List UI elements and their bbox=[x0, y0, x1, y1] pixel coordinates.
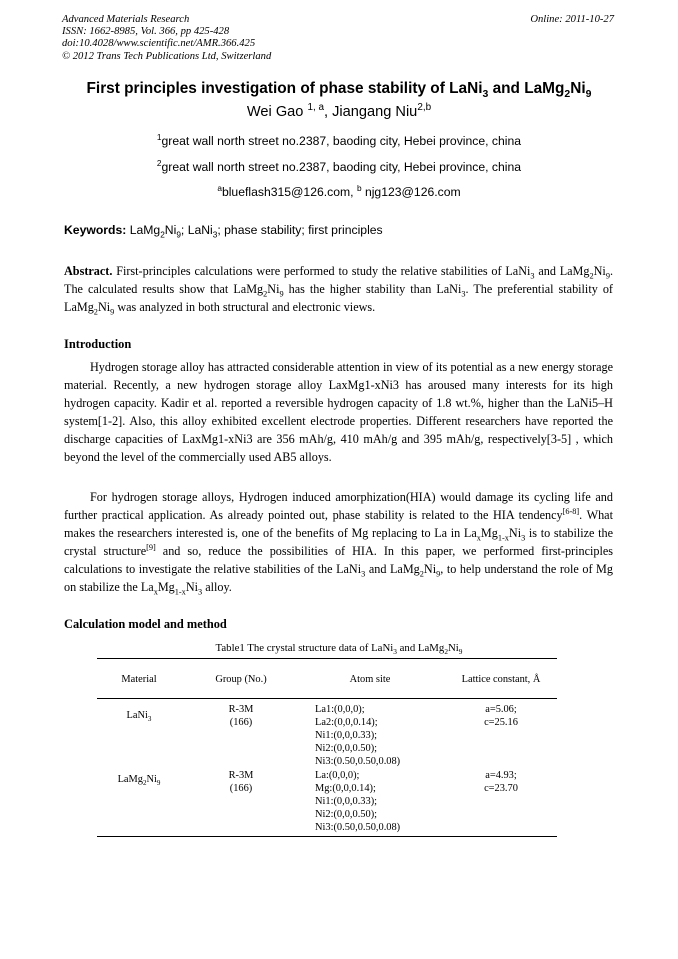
author-name: Wei Gao bbox=[246, 104, 308, 120]
table-header-rule bbox=[97, 698, 557, 699]
paper-title: First principles investigation of phase stability of LaNi$_3$ and $LaMg_2Ni_9$ bbox=[86, 80, 592, 101]
author-list: Wei Gao $^{1, a}$, Jiangang Niu$^{2,b}$ bbox=[246, 102, 432, 120]
online-date: Online: 2011-10-27 bbox=[530, 14, 614, 25]
table-header-material: Material bbox=[121, 674, 157, 685]
journal-header bbox=[62, 14, 271, 63]
issn-line: ISSN: 1662-8985, Vol. 366, pp 425-428 bbox=[62, 26, 230, 38]
section-heading-calculation: Calculation model and method bbox=[64, 617, 227, 631]
table-cell-lattice: a=4.93; c=23.70 bbox=[484, 770, 518, 794]
keywords: Keywords: $LaMg_2Ni_9$; LaNi$_3$; phase stability; first principles bbox=[64, 223, 383, 240]
table-cell-group: R-3M (166) bbox=[228, 704, 254, 728]
intro-paragraph-2: For hydrogen storage alloys, Hydrogen induced amorphization(HIA) would damage its cycling life and further practical application. As already pointed out, phase stability is related to the HIA tendency[6-8]. What makes the researchers interested is, one of the benefits of Mg replacing to La in $La_xMg_{1-x}Ni_3$ is to stabilize the crystal structure[9] and so, reduce the possibilities of HIA. In this paper, we performed first-principles calculations to investigate the relative stabilities of the LaNi$_3$ and $LaMg_2Ni_9$, to help understand the role of Mg on stabilize the $La_xMg_{1-x}Ni_3$ alloy. bbox=[64, 490, 614, 597]
table-cell-material: $LaMg_2Ni_9$ bbox=[117, 774, 161, 788]
table-cell-material: LaNi$_3$ bbox=[126, 710, 152, 724]
table-cell-atom-sites: La1:(0,0,0); La2:(0,0,0.14); Ni1:(0,0,0.33); Ni2:(0,0,0.50); Ni3:(0.50,0.50,0.08) bbox=[315, 704, 401, 767]
abstract: Abstract. First-principles calculations were performed to study the relative stabilities of LaNi$_3$ and $LaMg_2Ni_9$. The calculated results show that $LaMg_2Ni_9$ has the higher stability than LaNi$_3$. The preferential stability of $LaMg_2Ni_9$ was analyzed in both structural and electronic views. bbox=[64, 264, 613, 317]
table-cell-atom-sites: La:(0,0,0); Mg:(0,0,0.14); Ni1:(0,0,0.33); Ni2:(0,0,0.50); Ni3:(0.50,0.50,0.08) bbox=[315, 770, 401, 833]
table-header-lattice: Lattice constant, Å bbox=[461, 674, 541, 685]
doi-line: doi:10.4028/www.scientific.net/AMR.366.425 bbox=[62, 38, 256, 50]
table-cell-group: R-3M (166) bbox=[228, 770, 254, 794]
section-heading-introduction: Introduction bbox=[64, 337, 132, 351]
table-bottom-rule bbox=[97, 836, 557, 837]
keywords-label: Keywords: bbox=[64, 223, 127, 237]
table-header-atom-site: Atom site bbox=[349, 674, 391, 685]
copyright-line: © 2012 Trans Tech Publications Ltd, Switzerland bbox=[62, 50, 272, 62]
author-name: Jiangang Niu bbox=[332, 104, 418, 120]
table-header-group: Group (No.) bbox=[215, 674, 267, 685]
affiliation: $^2$great wall north street no.2387, baoding city, Hebei province, china bbox=[156, 157, 522, 174]
author-emails: $^a$blueflash315@126.com, $^b$ njg123@126.com bbox=[217, 182, 461, 199]
abstract-label: Abstract. bbox=[64, 264, 113, 278]
affiliation: $^1$great wall north street no.2387, baoding city, Hebei province, china bbox=[156, 131, 522, 148]
table-cell-lattice: a=5.06; c=25.16 bbox=[484, 704, 518, 728]
table-caption: Table1 The crystal structure data of LaNi$_3$ and $LaMg_2Ni_9$ bbox=[215, 642, 463, 657]
table-top-rule bbox=[97, 658, 557, 659]
journal-name: Advanced Materials Research bbox=[62, 14, 190, 25]
intro-paragraph-1: Hydrogen storage alloy has attracted considerable attention in view of its potential as a new energy storage material. Recently, a new hydrogen storage alloy LaxMg1-xNi3 has aroused many interests for its high hydrogen capacity. Kadir et al. reported a reversible hydrogen capacity of 1.8 wt.%, higher than the LaNi5–H system[1-2]. Also, this alloy exhibited excellent electrode properties. Different researchers have reported the discharge capacities of LaxMg1-xNi3 are 356 mAh/g, 410 mAh/g and 395 mAh/g, respectively[3-5] , which beyond the level of the commercially used AB5 alloys. bbox=[64, 360, 613, 464]
